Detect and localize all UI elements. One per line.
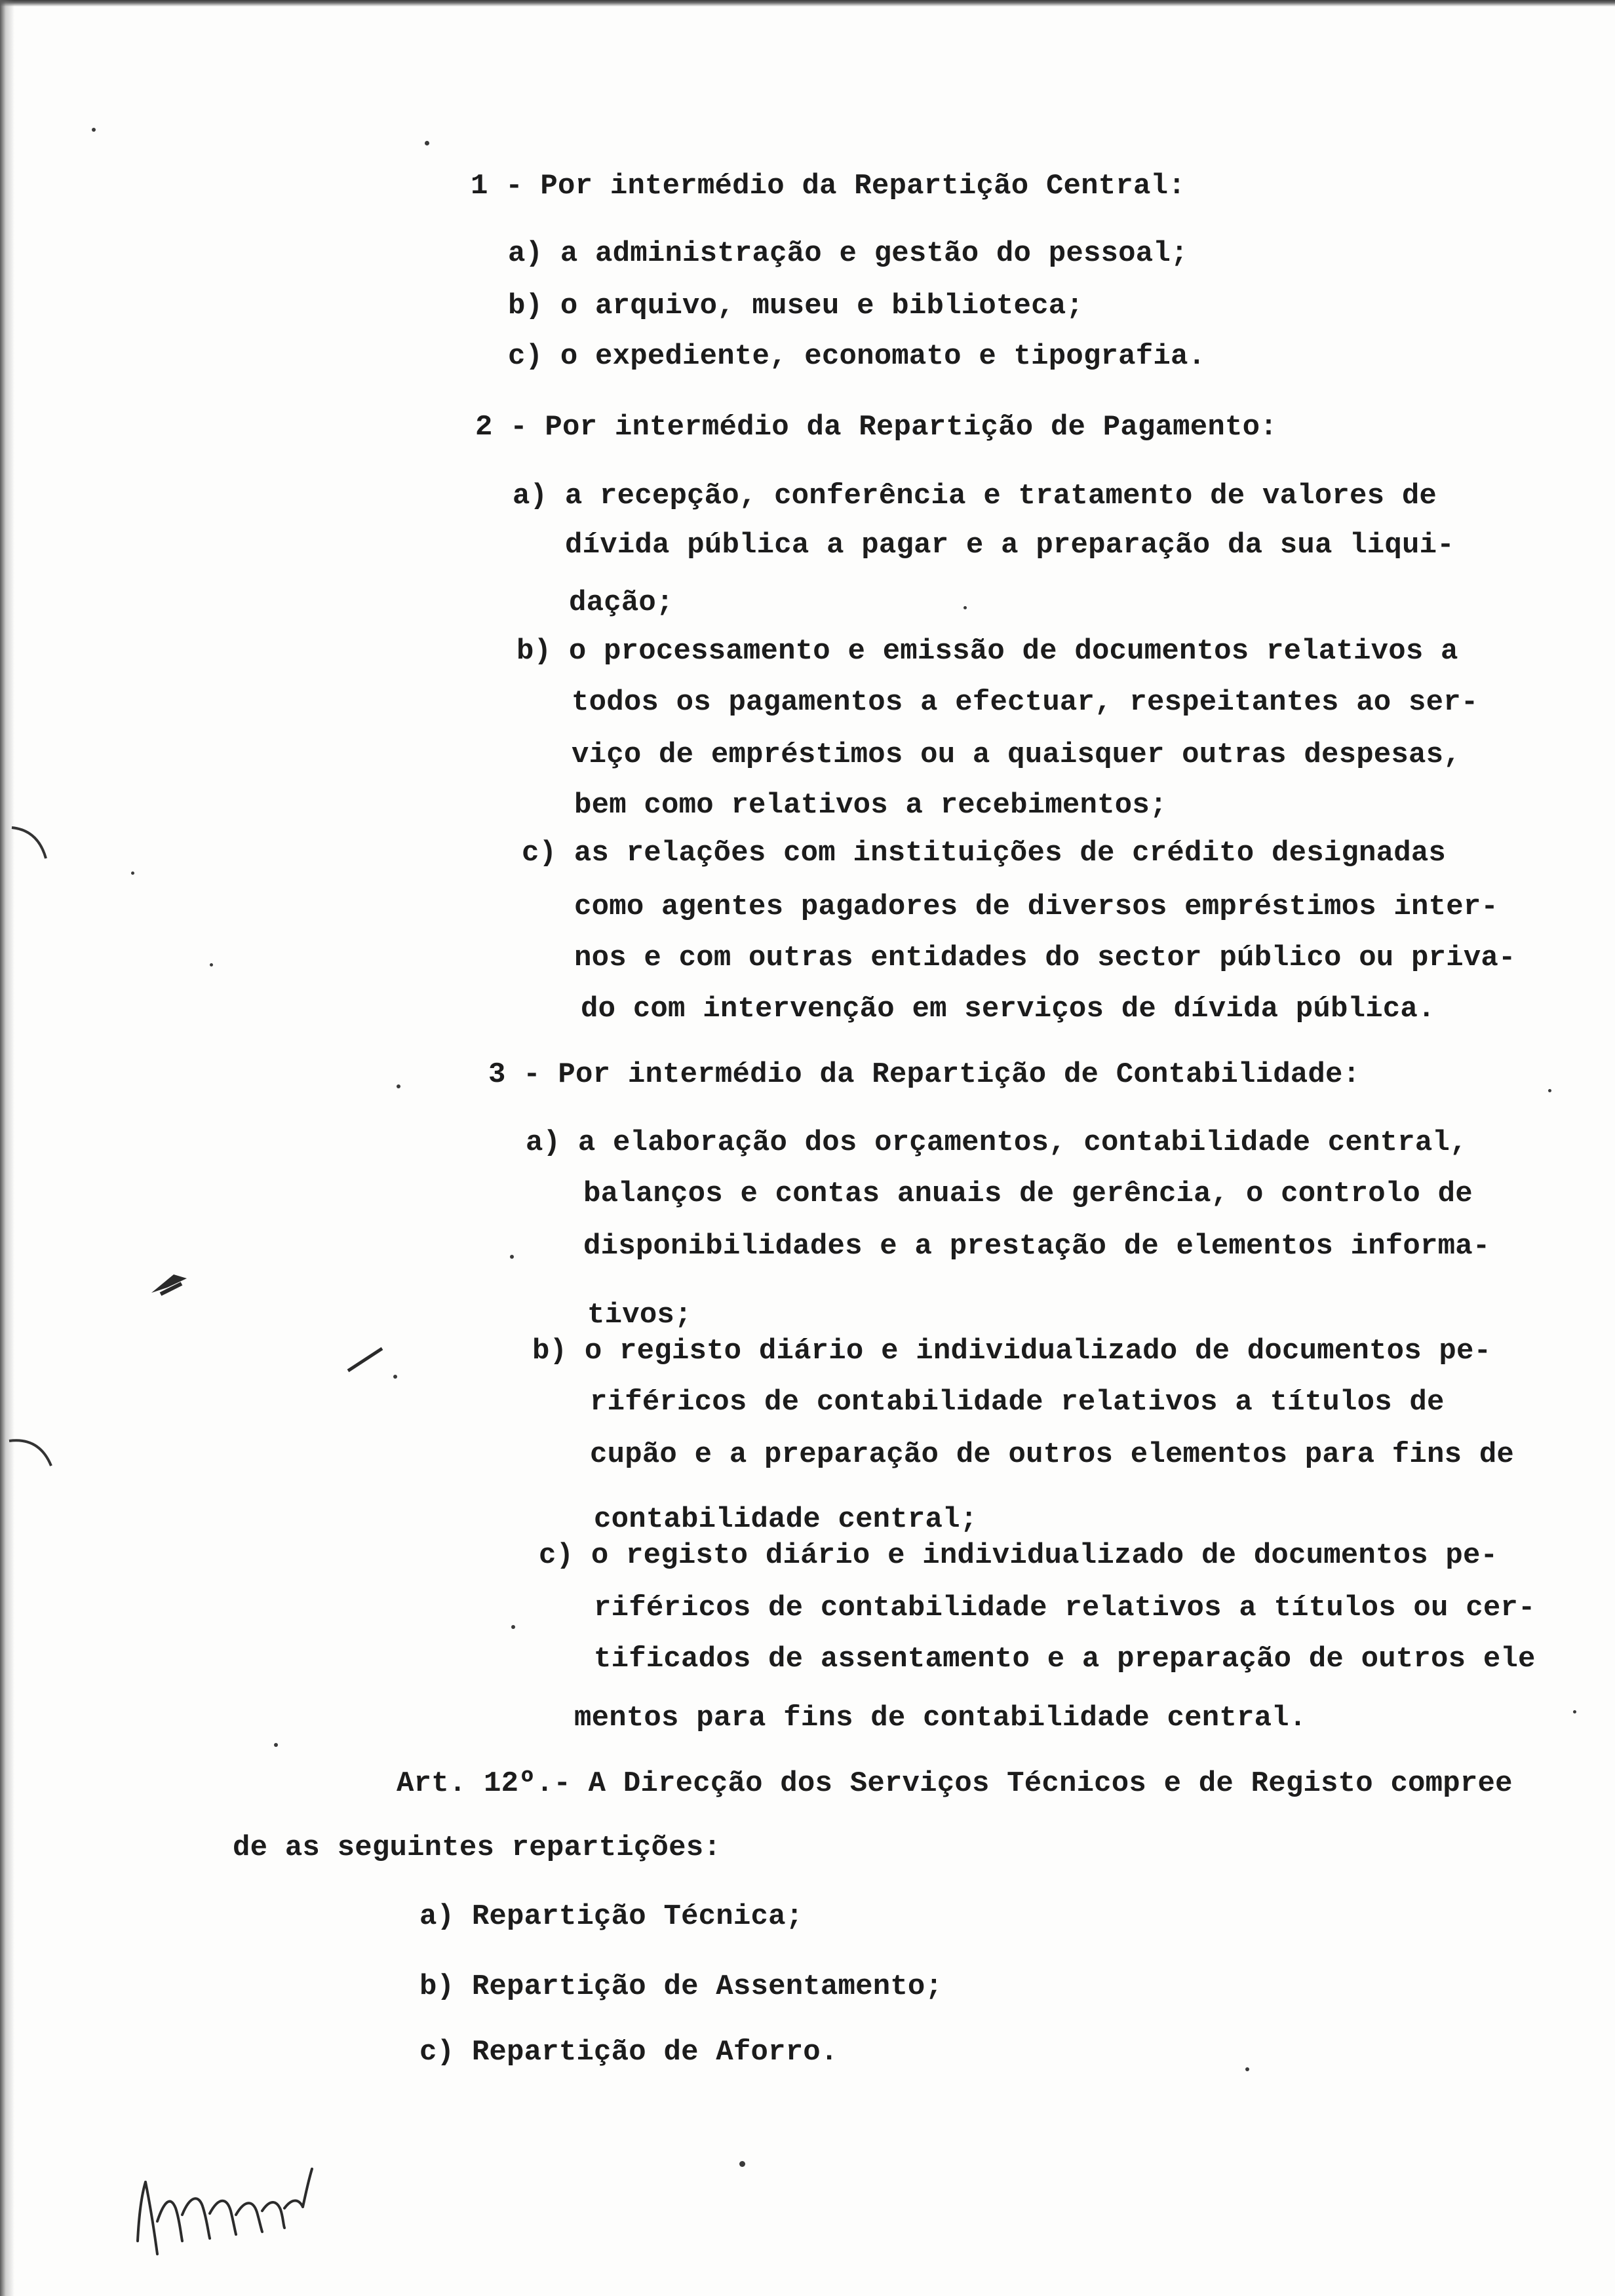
section-3-item-c-line-3: tificados de assentamento e a preparação de outros ele [594, 1643, 1536, 1675]
article-12-item-b: b) Repartição de Assentamento; [419, 1970, 943, 2003]
pen-stroke-mark [344, 1343, 390, 1376]
section-2-item-a-line-1: a) a recepção, conferência e tratamento de valores de [513, 480, 1437, 512]
scan-speck [511, 1625, 515, 1629]
section-2-item-b-line-2: todos os pagamentos a efectuar, respeitantes ao ser- [572, 686, 1479, 719]
section-2-item-b-line-1: b) o processamento e emissão de documentos relativos a [516, 635, 1458, 668]
section-3-item-a-line-3: disponibilidades e a prestação de elementos informa- [583, 1230, 1490, 1263]
scan-speck [510, 1255, 514, 1259]
scan-speck [92, 128, 96, 132]
scan-speck [739, 2161, 745, 2167]
scan-speck [963, 606, 967, 609]
section-3-item-c-line-2: riféricos de contabilidade relativos a títulos ou cer- [594, 1592, 1536, 1624]
section-3-item-a-line-2: balanços e contas anuais de gerência, o controlo de [583, 1177, 1473, 1210]
section-2-item-a-line-3: dação; [569, 586, 674, 619]
scan-top-edge [0, 0, 1615, 7]
section-2-heading: 2 - Por intermédio da Repartição de Pagamento: [475, 411, 1277, 444]
ink-blot-mark [147, 1268, 193, 1301]
section-1-item-a: a) a administração e gestão do pessoal; [508, 237, 1188, 270]
section-2-item-c-line-1: c) as relações com instituições de crédito designadas [522, 837, 1447, 870]
section-3-item-b-line-3: cupão e a preparação de outros elementos para fins de [590, 1438, 1515, 1471]
section-2-item-c-line-3: nos e com outras entidades do sector público ou priva- [574, 942, 1516, 974]
scan-speck [131, 871, 134, 875]
scan-speck [1548, 1089, 1551, 1092]
section-1-heading: 1 - Por intermédio da Repartição Central: [471, 170, 1186, 202]
scan-left-edge [0, 0, 14, 2296]
section-2-item-b-line-3: viço de empréstimos ou a quaisquer outras despesas, [572, 738, 1461, 771]
article-12-line-2: de as seguintes repartições: [233, 1831, 721, 1864]
section-1-item-b: b) o arquivo, museu e biblioteca; [508, 290, 1083, 322]
section-3-item-b-line-1: b) o registo diário e individualizado de documentos pe- [532, 1335, 1492, 1368]
article-12-item-c: c) Repartição de Aforro. [419, 2036, 838, 2069]
section-3-item-a-line-4: tivos; [587, 1299, 692, 1331]
scan-speck [397, 1084, 400, 1088]
scan-speck [425, 141, 429, 145]
section-1-item-c: c) o expediente, economato e tipografia. [508, 340, 1206, 373]
section-3-heading: 3 - Por intermédio da Repartição de Contabilidade: [488, 1058, 1361, 1091]
scan-speck [274, 1743, 278, 1747]
section-3-item-b-line-4: contabilidade central; [594, 1503, 978, 1536]
section-3-item-c-line-4: mentos para fins de contabilidade central. [574, 1702, 1307, 1734]
margin-bracket-mark [5, 1432, 58, 1478]
article-12-line-1: Art. 12º.- A Direcção dos Serviços Técnicos e de Registo compree [397, 1767, 1513, 1800]
handwritten-initials [111, 2143, 400, 2274]
section-2-item-c-line-4: do com intervenção em serviços de dívida pública. [581, 993, 1435, 1025]
margin-bracket-mark [7, 822, 52, 881]
scan-speck [393, 1375, 397, 1379]
section-3-item-b-line-2: riféricos de contabilidade relativos a títulos de [590, 1386, 1445, 1419]
scan-speck [1573, 1710, 1576, 1713]
section-2-item-c-line-2: como agentes pagadores de diversos empréstimos inter- [574, 890, 1499, 923]
scan-speck [210, 963, 213, 966]
scan-speck [1245, 2067, 1249, 2071]
section-2-item-b-line-4: bem como relativos a recebimentos; [574, 789, 1167, 822]
section-2-item-a-line-2: dívida pública a pagar e a preparação da sua liqui- [565, 529, 1454, 562]
section-3-item-c-line-1: c) o registo diário e individualizado de documentos pe- [539, 1539, 1498, 1572]
section-3-item-a-line-1: a) a elaboração dos orçamentos, contabilidade central, [526, 1126, 1468, 1159]
article-12-item-a: a) Repartição Técnica; [419, 1900, 804, 1933]
